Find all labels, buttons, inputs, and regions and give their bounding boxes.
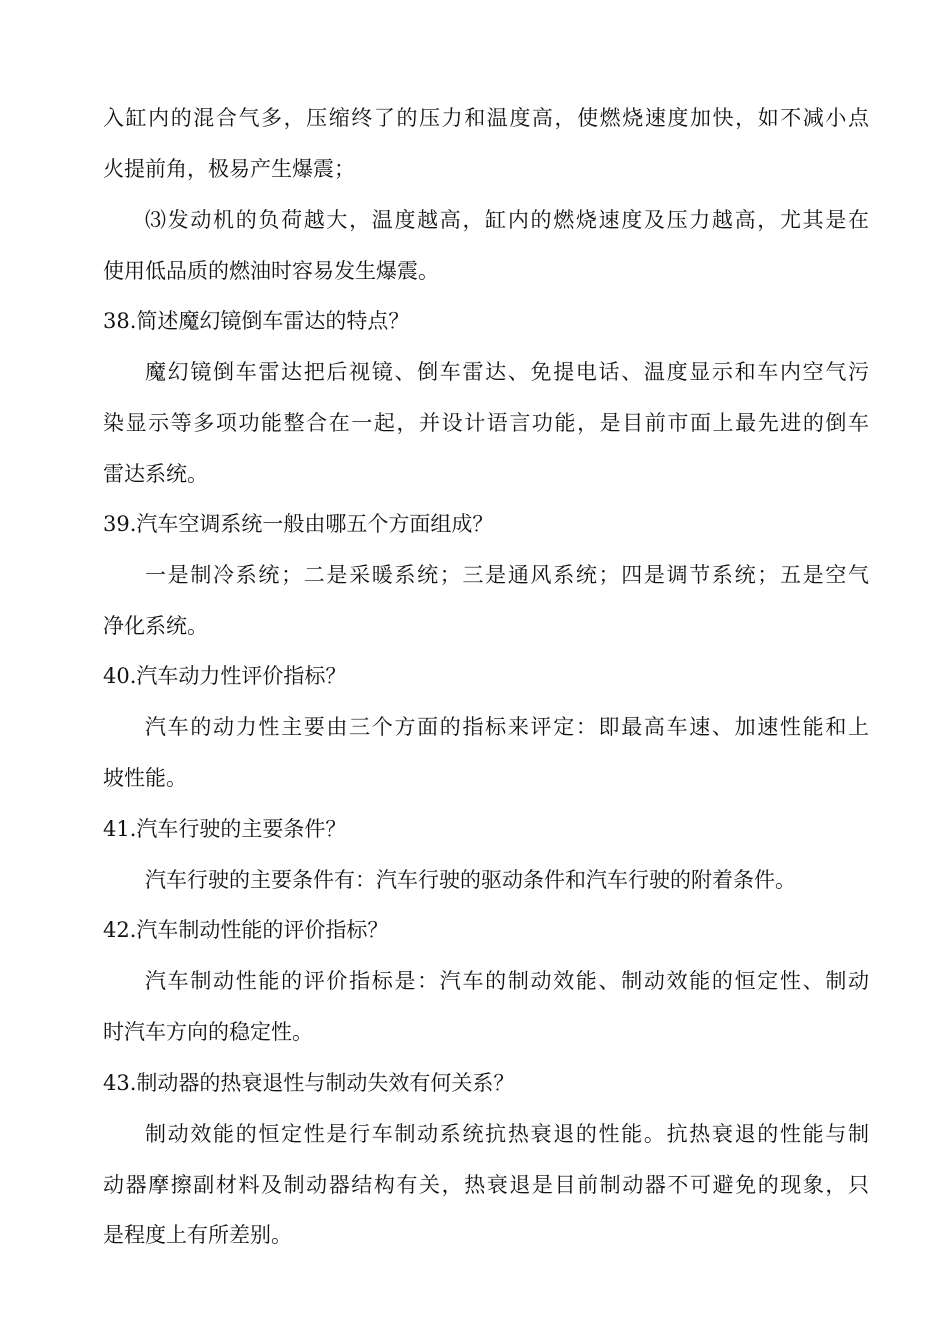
question-43: 43.制动器的热衰退性与制动失效有何关系？ bbox=[103, 1071, 515, 1095]
answer-42-line: 时汽车方向的稳定性。 bbox=[103, 1020, 313, 1044]
answer-43-line: 是程度上有所差别。 bbox=[103, 1223, 292, 1247]
paragraph-line: ⑶发动机的负荷越大，温度越高，缸内的燃烧速度及压力越高，尤其是在 bbox=[145, 208, 869, 232]
answer-41-line: 汽车行驶的主要条件有：汽车行驶的驱动条件和汽车行驶的附着条件。 bbox=[145, 868, 796, 892]
paragraph-line: 入缸内的混合气多，压缩终了的压力和温度高，使燃烧速度加快，如不减小点 bbox=[103, 106, 869, 130]
question-40: 40.汽车动力性评价指标？ bbox=[103, 664, 347, 688]
answer-43-line: 制动效能的恒定性是行车制动系统抗热衰退的性能。抗热衰退的性能与制 bbox=[145, 1122, 869, 1146]
answer-42-line: 汽车制动性能的评价指标是：汽车的制动效能、制动效能的恒定性、制动 bbox=[145, 969, 869, 993]
answer-38-line: 雷达系统。 bbox=[103, 462, 208, 486]
answer-40-line: 汽车的动力性主要由三个方面的指标来评定：即最高车速、加速性能和上 bbox=[145, 715, 869, 739]
paragraph-line: 火提前角，极易产生爆震； bbox=[103, 157, 355, 181]
question-42: 42.汽车制动性能的评价指标？ bbox=[103, 918, 389, 942]
question-38: 38.简述魔幻镜倒车雷达的特点？ bbox=[103, 309, 410, 333]
answer-38-line: 染显示等多项功能整合在一起，并设计语言功能，是目前市面上最先进的倒车 bbox=[103, 411, 869, 435]
question-41: 41.汽车行驶的主要条件？ bbox=[103, 817, 347, 841]
question-39: 39.汽车空调系统一般由哪五个方面组成？ bbox=[103, 512, 494, 536]
answer-40-line: 坡性能。 bbox=[103, 766, 187, 790]
answer-39-line: 一是制冷系统；二是采暖系统；三是通风系统；四是调节系统；五是空气 bbox=[145, 563, 869, 587]
paragraph-line: 使用低品质的燃油时容易发生爆震。 bbox=[103, 259, 439, 283]
answer-38-line: 魔幻镜倒车雷达把后视镜、倒车雷达、免提电话、温度显示和车内空气污 bbox=[145, 360, 869, 384]
answer-39-line: 净化系统。 bbox=[103, 614, 208, 638]
answer-43-line: 动器摩擦副材料及制动器结构有关，热衰退是目前制动器不可避免的现象，只 bbox=[103, 1173, 869, 1197]
